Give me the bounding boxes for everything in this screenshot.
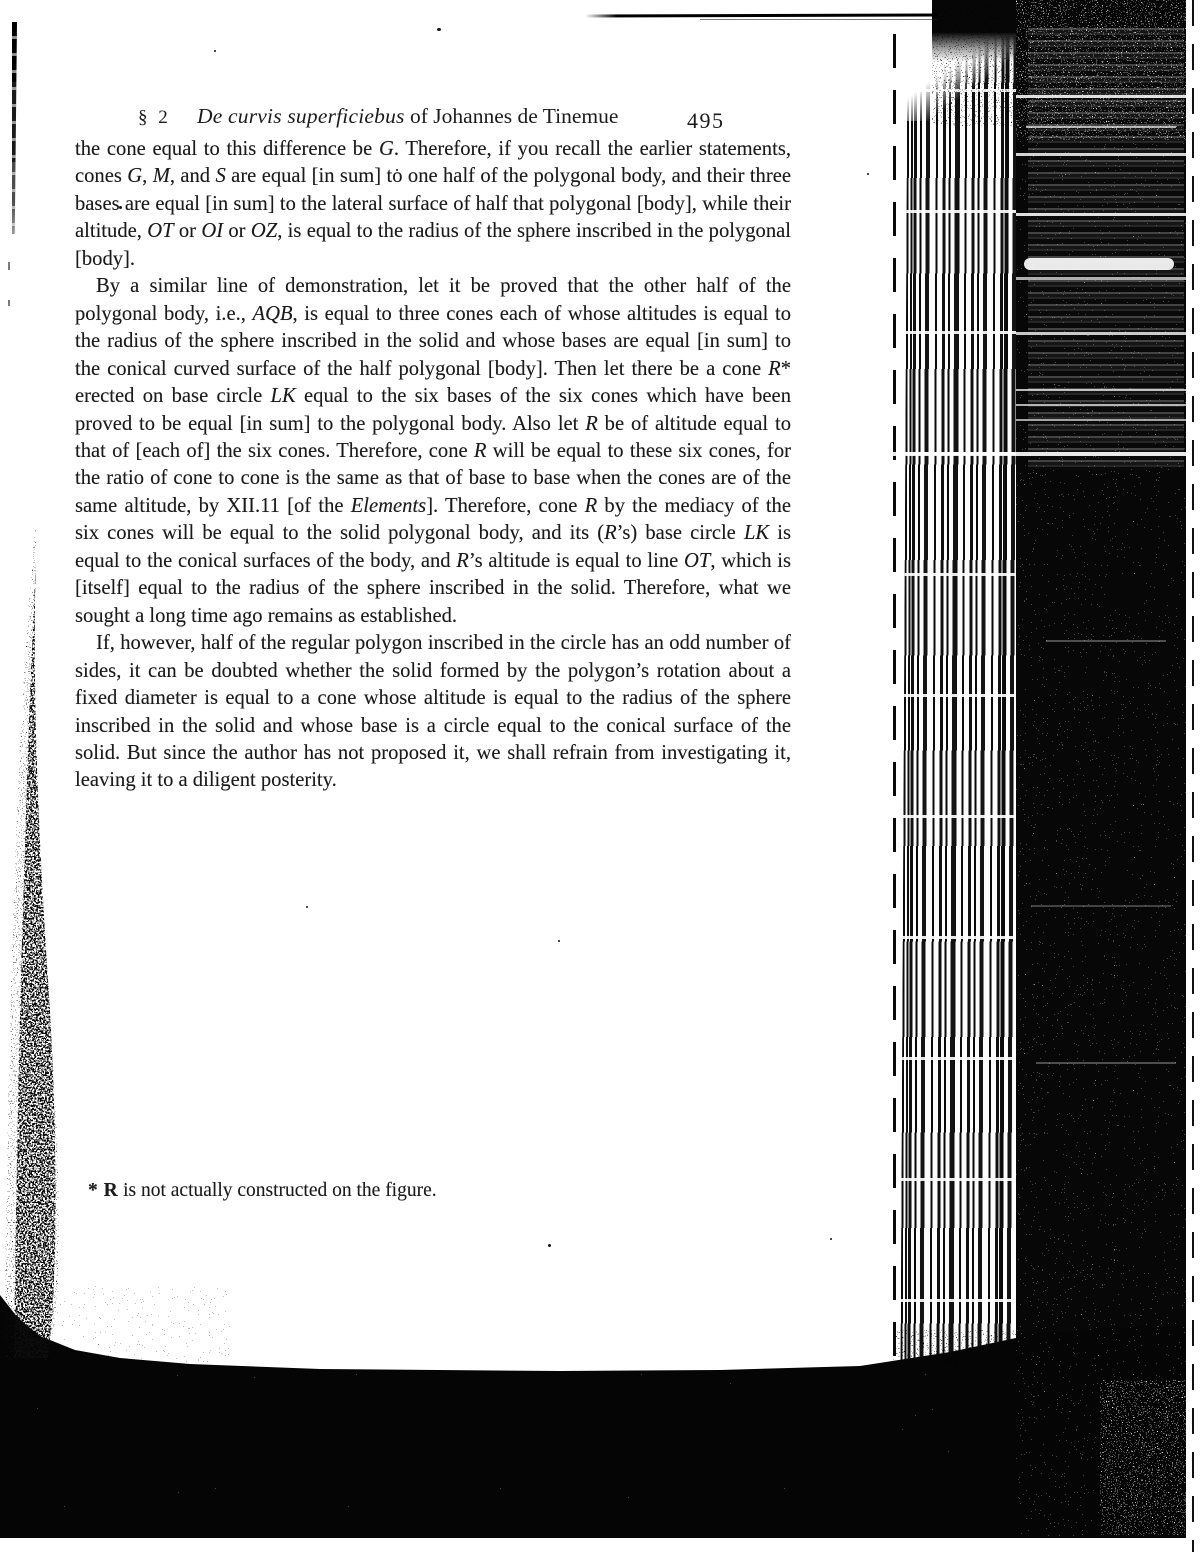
dust-speck [214,50,216,52]
scan-highlight-line [1016,277,1186,280]
body-text [75,136,791,795]
dust-speck [558,940,560,942]
scan-highlight-line [1031,905,1171,907]
paragraph: By a similar line of demonstration, let it be proved that the other half of the polygonal body, i.e., AQB, is equal to three cones each of whose altitudes is equal to the radius of the sphere inscribed in the solid and whose bases are equal [in sum] to the conical curved surface of the half polygonal [body]. Then let there be a cone R* erected on base circle LK equal to the six bases of the six cones which have been proved to be equal [in sum] to the polygonal body. Also let R be of altitude equal to that of [each of] the six cones. Therefore, cone R will be equal to these six cones, for the ratio of cone to cone is the same as that of base to base when the cones are of the same altitude, by XII.11 [of the Elements]. Therefore, cone R by the mediacy of the six cones will be equal to the solid polygonal body, and its (R’s) base circle LK is equal to the conical surfaces of the body, and R’s altitude is equal to line OT, which is [itself] equal to the radius of the sphere inscribed in the solid. Therefore, what we sought a long time ago remains as established. [75,275,791,627]
scan-dark-region [1016,0,1186,1536]
book-spine-scan [890,0,1200,1552]
dust-speck [437,28,441,31]
page-number: 495 [687,108,725,133]
dust-speck [306,906,308,908]
scan-highlight-line [1046,640,1166,642]
dust-speck [548,1244,551,1247]
left-margin-artifact-line [12,22,17,234]
scan-top-edge-line-faint [700,19,938,20]
scan-highlight-line [1016,213,1186,216]
scan-highlight-blob [1024,258,1174,270]
scan-highlight-line-full [890,452,1200,456]
left-margin-dash [8,300,10,306]
page-header [75,104,791,134]
scan-highlight-line [1026,126,1176,128]
scan-highlight-line [1016,332,1186,335]
scan-highlight-line [1036,1062,1176,1064]
dust-speck [867,173,869,175]
gutter-smudge-inner [14,560,55,1358]
section-mark: § 2 [138,107,171,128]
scan-highlight-line [1016,419,1186,421]
footnote: * R is not actually constructed on the figure. [88,1180,437,1201]
scan-right-margin [1186,0,1200,1552]
paragraph: the cone equal to this difference be G. Therefore, if you recall the earlier statements, cones G, M, and S are equal [in sum] to one half of the polygonal body, and their three bases are equal [in sum] to the lateral surface of half that polygonal [body], while their altitude, OT or OI or OZ, is equal to the radius of the sphere inscribed in the polygonal [body]. [75,138,792,270]
gutter-smudge-outer [4,512,59,1360]
scan-highlight-line [1016,153,1186,156]
page-edge-lines [901,36,1020,1370]
page-content [75,104,792,1201]
running-title-rest: of Johannes de Tinemue [404,104,619,128]
scan-highlight-line [1016,404,1186,406]
running-title [197,104,618,129]
scan-top-corner-shadow [932,0,1018,62]
dust-speck [830,1238,832,1240]
paragraph: If, however, half of the regular polygon inscribed in the circle has an odd number of sides, it can be doubted whether the solid formed by the polygon’s rotation about a fixed diameter is equal to a cone whose altitude is equal to the radius of the sphere inscribed in the solid and whose base is a circle equal to the conical surface of the solid. But since the author has not proposed it, we shall refrain from investigating it, leaving it to a diligent posterity. [75,632,791,792]
scan-highlight-line [1016,389,1186,391]
work-title: De curvis superficiebus [197,104,405,128]
page-edge-border-line [893,34,896,1364]
scan-highlight-line [1016,95,1186,98]
right-edge-dashed-line [1192,0,1194,1552]
left-margin-dash [8,262,10,270]
scan-top-edge-line [585,14,937,18]
